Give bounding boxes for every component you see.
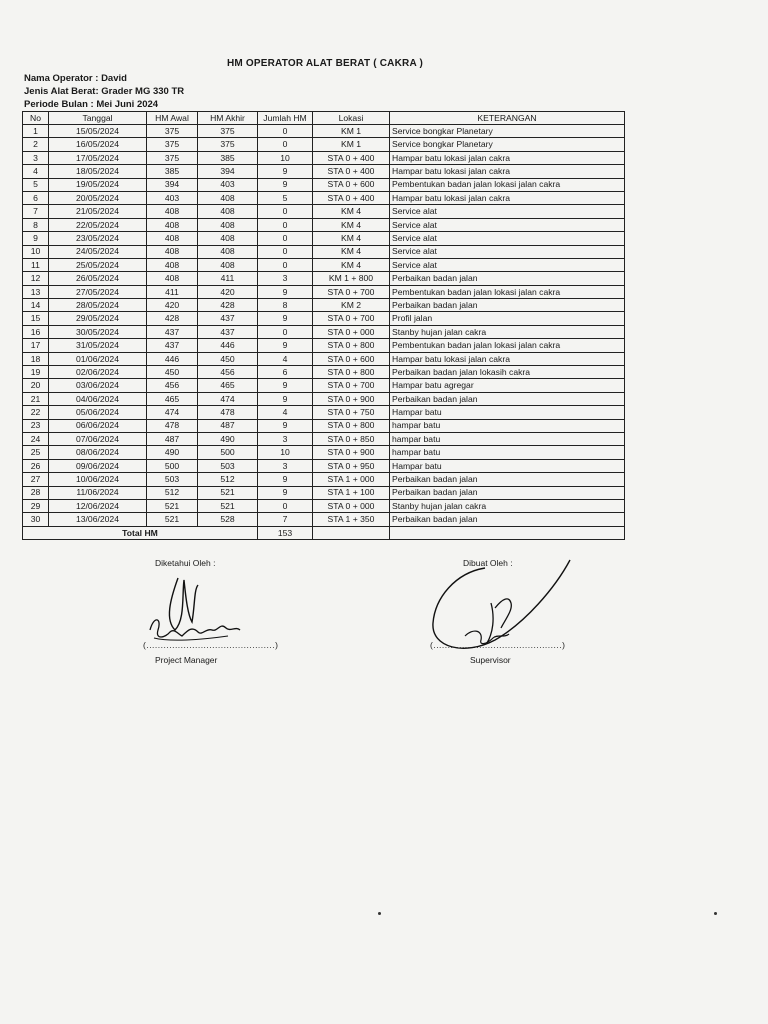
cell-hm-awal: 503 xyxy=(147,473,198,486)
cell-jumlah-hm: 0 xyxy=(258,138,313,151)
total-empty-keterangan xyxy=(390,526,625,539)
table-row xyxy=(23,138,625,151)
cell-lokasi: STA 0 + 900 xyxy=(313,446,390,459)
cell-jumlah-hm: 9 xyxy=(258,473,313,486)
cell-lokasi: KM 1 xyxy=(313,138,390,151)
cell-lokasi: STA 1 + 100 xyxy=(313,486,390,499)
cell-lokasi: KM 4 xyxy=(313,232,390,245)
cell-tanggal: 27/05/2024 xyxy=(49,285,147,298)
table-header-row xyxy=(23,112,625,125)
cell-jumlah-hm: 9 xyxy=(258,178,313,191)
cell-jumlah-hm: 0 xyxy=(258,258,313,271)
cell-hm-awal: 408 xyxy=(147,258,198,271)
cell-tanggal: 30/05/2024 xyxy=(49,325,147,338)
cell-tanggal: 19/05/2024 xyxy=(49,178,147,191)
scan-speck xyxy=(378,912,381,915)
total-row xyxy=(23,526,625,539)
table-row xyxy=(23,258,625,271)
cell-keterangan: Hampar batu agregar xyxy=(390,379,625,392)
cell-tanggal: 20/05/2024 xyxy=(49,191,147,204)
cell-lokasi: STA 0 + 600 xyxy=(313,178,390,191)
cell-hm-akhir: 450 xyxy=(198,352,258,365)
cell-lokasi: KM 4 xyxy=(313,258,390,271)
cell-keterangan: Hampar batu xyxy=(390,459,625,472)
cell-keterangan: Perbaikan badan jalan xyxy=(390,272,625,285)
cell-tanggal: 05/06/2024 xyxy=(49,406,147,419)
cell-no: 25 xyxy=(23,446,49,459)
cell-no: 9 xyxy=(23,232,49,245)
cell-lokasi: STA 0 + 700 xyxy=(313,379,390,392)
cell-keterangan: Perbaikan badan jalan xyxy=(390,299,625,312)
cell-no: 14 xyxy=(23,299,49,312)
equipment-type: Jenis Alat Berat: Grader MG 330 TR xyxy=(24,86,185,97)
cell-no: 24 xyxy=(23,432,49,445)
cell-jumlah-hm: 0 xyxy=(258,325,313,338)
table-row xyxy=(23,392,625,405)
cell-lokasi: STA 1 + 350 xyxy=(313,513,390,526)
table-row xyxy=(23,366,625,379)
cell-tanggal: 24/05/2024 xyxy=(49,245,147,258)
cell-lokasi: STA 0 + 800 xyxy=(313,419,390,432)
cell-keterangan: Pembentukan badan jalan lokasi jalan cakra xyxy=(390,178,625,191)
cell-hm-awal: 478 xyxy=(147,419,198,432)
cell-lokasi: STA 0 + 800 xyxy=(313,366,390,379)
cell-tanggal: 25/05/2024 xyxy=(49,258,147,271)
cell-tanggal: 28/05/2024 xyxy=(49,299,147,312)
cell-hm-akhir: 403 xyxy=(198,178,258,191)
cell-keterangan: Service bongkar Planetary xyxy=(390,138,625,151)
cell-jumlah-hm: 10 xyxy=(258,151,313,164)
cell-hm-akhir: 437 xyxy=(198,312,258,325)
cell-no: 29 xyxy=(23,499,49,512)
cell-jumlah-hm: 7 xyxy=(258,513,313,526)
cell-hm-akhir: 408 xyxy=(198,245,258,258)
cell-tanggal: 15/05/2024 xyxy=(49,125,147,138)
cell-tanggal: 21/05/2024 xyxy=(49,205,147,218)
cell-tanggal: 16/05/2024 xyxy=(49,138,147,151)
cell-no: 2 xyxy=(23,138,49,151)
cell-hm-akhir: 375 xyxy=(198,138,258,151)
cell-no: 10 xyxy=(23,245,49,258)
cell-lokasi: STA 0 + 000 xyxy=(313,499,390,512)
cell-lokasi: STA 0 + 900 xyxy=(313,392,390,405)
cell-lokasi: STA 0 + 400 xyxy=(313,191,390,204)
cell-lokasi: STA 0 + 850 xyxy=(313,432,390,445)
cell-jumlah-hm: 10 xyxy=(258,446,313,459)
table-row xyxy=(23,178,625,191)
cell-keterangan: hampar batu xyxy=(390,419,625,432)
cell-tanggal: 08/06/2024 xyxy=(49,446,147,459)
cell-no: 16 xyxy=(23,325,49,338)
cell-no: 1 xyxy=(23,125,49,138)
cell-hm-awal: 403 xyxy=(147,191,198,204)
cell-keterangan: Perbaikan badan jalan lokasih cakra xyxy=(390,366,625,379)
cell-jumlah-hm: 0 xyxy=(258,232,313,245)
cell-tanggal: 10/06/2024 xyxy=(49,473,147,486)
cell-hm-awal: 408 xyxy=(147,232,198,245)
col-header-hm-awal: HM Awal xyxy=(147,112,198,125)
cell-hm-akhir: 408 xyxy=(198,205,258,218)
cell-no: 6 xyxy=(23,191,49,204)
cell-hm-awal: 437 xyxy=(147,325,198,338)
cell-hm-akhir: 487 xyxy=(198,419,258,432)
table-row xyxy=(23,513,625,526)
hm-table xyxy=(22,111,625,540)
cell-lokasi: KM 4 xyxy=(313,218,390,231)
cell-no: 3 xyxy=(23,151,49,164)
cell-hm-akhir: 375 xyxy=(198,125,258,138)
cell-keterangan: Perbaikan badan jalan xyxy=(390,392,625,405)
operator-name: Nama Operator : David xyxy=(24,73,127,84)
cell-hm-akhir: 385 xyxy=(198,151,258,164)
cell-keterangan: Hampar batu lokasi jalan cakra xyxy=(390,151,625,164)
supervisor-name-blank: (.............................................) xyxy=(430,640,566,650)
cell-no: 18 xyxy=(23,352,49,365)
cell-no: 5 xyxy=(23,178,49,191)
document-title: HM OPERATOR ALAT BERAT ( CAKRA ) xyxy=(226,58,423,69)
cell-tanggal: 03/06/2024 xyxy=(49,379,147,392)
cell-hm-akhir: 446 xyxy=(198,339,258,352)
table-row xyxy=(23,486,625,499)
cell-no: 30 xyxy=(23,513,49,526)
cell-hm-akhir: 503 xyxy=(198,459,258,472)
table-row xyxy=(23,352,625,365)
cell-tanggal: 11/06/2024 xyxy=(49,486,147,499)
cell-hm-awal: 375 xyxy=(147,138,198,151)
col-header-lokasi: Lokasi xyxy=(313,112,390,125)
cell-hm-akhir: 394 xyxy=(198,165,258,178)
cell-keterangan: Perbaikan badan jalan xyxy=(390,486,625,499)
cell-keterangan: Hampar batu lokasi jalan cakra xyxy=(390,191,625,204)
cell-tanggal: 13/06/2024 xyxy=(49,513,147,526)
cell-jumlah-hm: 9 xyxy=(258,486,313,499)
total-label: Total HM xyxy=(23,526,258,539)
cell-hm-awal: 500 xyxy=(147,459,198,472)
made-by-label: Dibuat Oleh : xyxy=(463,558,513,568)
cell-no: 7 xyxy=(23,205,49,218)
cell-hm-awal: 456 xyxy=(147,379,198,392)
cell-jumlah-hm: 9 xyxy=(258,339,313,352)
cell-hm-awal: 394 xyxy=(147,178,198,191)
cell-tanggal: 09/06/2024 xyxy=(49,459,147,472)
cell-hm-akhir: 500 xyxy=(198,446,258,459)
cell-lokasi: STA 0 + 600 xyxy=(313,352,390,365)
cell-jumlah-hm: 9 xyxy=(258,312,313,325)
known-by-label: Diketahui Oleh : xyxy=(155,558,216,568)
cell-keterangan: Pembentukan badan jalan lokasi jalan cakra xyxy=(390,339,625,352)
cell-tanggal: 22/05/2024 xyxy=(49,218,147,231)
cell-hm-awal: 385 xyxy=(147,165,198,178)
cell-no: 13 xyxy=(23,285,49,298)
cell-keterangan: Hampar batu xyxy=(390,406,625,419)
table-row xyxy=(23,312,625,325)
cell-hm-akhir: 411 xyxy=(198,272,258,285)
cell-keterangan: Service alat xyxy=(390,232,625,245)
col-header-no: No xyxy=(23,112,49,125)
cell-no: 21 xyxy=(23,392,49,405)
cell-jumlah-hm: 0 xyxy=(258,499,313,512)
cell-keterangan: Stanby hujan jalan cakra xyxy=(390,325,625,338)
cell-keterangan: Pembentukan badan jalan lokasi jalan cakra xyxy=(390,285,625,298)
cell-hm-akhir: 490 xyxy=(198,432,258,445)
cell-jumlah-hm: 5 xyxy=(258,191,313,204)
project-manager-name-blank: (.............................................) xyxy=(143,640,279,650)
cell-jumlah-hm: 4 xyxy=(258,352,313,365)
cell-hm-awal: 450 xyxy=(147,366,198,379)
cell-jumlah-hm: 6 xyxy=(258,366,313,379)
cell-jumlah-hm: 3 xyxy=(258,432,313,445)
cell-keterangan: hampar batu xyxy=(390,446,625,459)
cell-hm-awal: 411 xyxy=(147,285,198,298)
table-row xyxy=(23,125,625,138)
cell-hm-awal: 521 xyxy=(147,513,198,526)
cell-hm-awal: 487 xyxy=(147,432,198,445)
cell-lokasi: KM 4 xyxy=(313,245,390,258)
cell-tanggal: 31/05/2024 xyxy=(49,339,147,352)
cell-hm-awal: 408 xyxy=(147,272,198,285)
cell-lokasi: STA 0 + 000 xyxy=(313,325,390,338)
cell-jumlah-hm: 0 xyxy=(258,245,313,258)
cell-jumlah-hm: 9 xyxy=(258,285,313,298)
supervisor-role: Supervisor xyxy=(470,655,511,665)
table-row xyxy=(23,325,625,338)
cell-hm-awal: 490 xyxy=(147,446,198,459)
cell-lokasi: KM 4 xyxy=(313,205,390,218)
cell-keterangan: Perbaikan badan jalan xyxy=(390,513,625,526)
cell-no: 26 xyxy=(23,459,49,472)
cell-hm-awal: 465 xyxy=(147,392,198,405)
table-row xyxy=(23,205,625,218)
table-row xyxy=(23,272,625,285)
cell-no: 23 xyxy=(23,419,49,432)
table-row xyxy=(23,151,625,164)
scan-speck xyxy=(714,912,717,915)
cell-no: 27 xyxy=(23,473,49,486)
cell-no: 8 xyxy=(23,218,49,231)
cell-hm-akhir: 474 xyxy=(198,392,258,405)
cell-keterangan: Service alat xyxy=(390,258,625,271)
table-row xyxy=(23,285,625,298)
cell-keterangan: Service alat xyxy=(390,245,625,258)
cell-hm-akhir: 420 xyxy=(198,285,258,298)
table-row xyxy=(23,379,625,392)
cell-jumlah-hm: 4 xyxy=(258,406,313,419)
table-row xyxy=(23,299,625,312)
cell-lokasi: KM 1 xyxy=(313,125,390,138)
cell-keterangan: Stanby hujan jalan cakra xyxy=(390,499,625,512)
cell-no: 11 xyxy=(23,258,49,271)
table-row xyxy=(23,499,625,512)
cell-keterangan: Profil jalan xyxy=(390,312,625,325)
cell-lokasi: STA 0 + 400 xyxy=(313,151,390,164)
cell-keterangan: Hampar batu lokasi jalan cakra xyxy=(390,352,625,365)
cell-tanggal: 23/05/2024 xyxy=(49,232,147,245)
cell-hm-awal: 408 xyxy=(147,245,198,258)
cell-lokasi: STA 0 + 700 xyxy=(313,285,390,298)
cell-hm-akhir: 408 xyxy=(198,191,258,204)
cell-hm-awal: 375 xyxy=(147,125,198,138)
cell-hm-akhir: 437 xyxy=(198,325,258,338)
col-header-tanggal: Tanggal xyxy=(49,112,147,125)
table-row xyxy=(23,165,625,178)
cell-hm-akhir: 408 xyxy=(198,232,258,245)
cell-hm-awal: 437 xyxy=(147,339,198,352)
cell-hm-akhir: 512 xyxy=(198,473,258,486)
cell-hm-awal: 474 xyxy=(147,406,198,419)
cell-hm-awal: 521 xyxy=(147,499,198,512)
table-row xyxy=(23,232,625,245)
table-row xyxy=(23,473,625,486)
cell-jumlah-hm: 0 xyxy=(258,125,313,138)
cell-hm-akhir: 456 xyxy=(198,366,258,379)
cell-tanggal: 02/06/2024 xyxy=(49,366,147,379)
cell-lokasi: STA 1 + 000 xyxy=(313,473,390,486)
cell-hm-akhir: 478 xyxy=(198,406,258,419)
cell-hm-akhir: 528 xyxy=(198,513,258,526)
table-row xyxy=(23,459,625,472)
cell-hm-awal: 446 xyxy=(147,352,198,365)
cell-no: 17 xyxy=(23,339,49,352)
cell-keterangan: Service alat xyxy=(390,205,625,218)
cell-hm-akhir: 408 xyxy=(198,218,258,231)
cell-hm-akhir: 408 xyxy=(198,258,258,271)
cell-hm-awal: 408 xyxy=(147,218,198,231)
table-row xyxy=(23,446,625,459)
cell-jumlah-hm: 3 xyxy=(258,459,313,472)
cell-hm-awal: 420 xyxy=(147,299,198,312)
total-value: 153 xyxy=(258,526,313,539)
table-row xyxy=(23,191,625,204)
table-row xyxy=(23,245,625,258)
cell-jumlah-hm: 9 xyxy=(258,419,313,432)
cell-tanggal: 04/06/2024 xyxy=(49,392,147,405)
cell-no: 15 xyxy=(23,312,49,325)
cell-jumlah-hm: 9 xyxy=(258,392,313,405)
table-row xyxy=(23,419,625,432)
cell-tanggal: 12/06/2024 xyxy=(49,499,147,512)
cell-keterangan: Perbaikan badan jalan xyxy=(390,473,625,486)
cell-no: 22 xyxy=(23,406,49,419)
period: Periode Bulan : Mei Juni 2024 xyxy=(24,99,159,110)
cell-lokasi: STA 0 + 700 xyxy=(313,312,390,325)
cell-no: 20 xyxy=(23,379,49,392)
cell-tanggal: 07/06/2024 xyxy=(49,432,147,445)
cell-jumlah-hm: 9 xyxy=(258,165,313,178)
cell-hm-akhir: 521 xyxy=(198,486,258,499)
cell-tanggal: 26/05/2024 xyxy=(49,272,147,285)
cell-lokasi: KM 2 xyxy=(313,299,390,312)
col-header-keterangan: KETERANGAN xyxy=(390,112,625,125)
cell-lokasi: STA 0 + 950 xyxy=(313,459,390,472)
cell-hm-akhir: 428 xyxy=(198,299,258,312)
cell-lokasi: STA 0 + 800 xyxy=(313,339,390,352)
cell-no: 19 xyxy=(23,366,49,379)
cell-keterangan: hampar batu xyxy=(390,432,625,445)
cell-no: 12 xyxy=(23,272,49,285)
cell-lokasi: KM 1 + 800 xyxy=(313,272,390,285)
table-row xyxy=(23,218,625,231)
table-row xyxy=(23,432,625,445)
cell-tanggal: 29/05/2024 xyxy=(49,312,147,325)
cell-no: 28 xyxy=(23,486,49,499)
cell-hm-awal: 428 xyxy=(147,312,198,325)
cell-keterangan: Service bongkar Planetary xyxy=(390,125,625,138)
cell-no: 4 xyxy=(23,165,49,178)
cell-tanggal: 06/06/2024 xyxy=(49,419,147,432)
cell-hm-akhir: 521 xyxy=(198,499,258,512)
cell-tanggal: 01/06/2024 xyxy=(49,352,147,365)
cell-tanggal: 18/05/2024 xyxy=(49,165,147,178)
cell-keterangan: Service alat xyxy=(390,218,625,231)
table-row xyxy=(23,339,625,352)
cell-keterangan: Hampar batu lokasi jalan cakra xyxy=(390,165,625,178)
cell-jumlah-hm: 9 xyxy=(258,379,313,392)
cell-hm-awal: 512 xyxy=(147,486,198,499)
cell-tanggal: 17/05/2024 xyxy=(49,151,147,164)
cell-lokasi: STA 0 + 400 xyxy=(313,165,390,178)
cell-hm-awal: 375 xyxy=(147,151,198,164)
table-row xyxy=(23,406,625,419)
col-header-hm-akhir: HM Akhir xyxy=(198,112,258,125)
cell-jumlah-hm: 3 xyxy=(258,272,313,285)
project-manager-role: Project Manager xyxy=(155,655,218,665)
total-empty-lokasi xyxy=(313,526,390,539)
cell-hm-akhir: 465 xyxy=(198,379,258,392)
cell-lokasi: STA 0 + 750 xyxy=(313,406,390,419)
cell-jumlah-hm: 0 xyxy=(258,205,313,218)
col-header-jumlah-hm: Jumlah HM xyxy=(258,112,313,125)
cell-jumlah-hm: 0 xyxy=(258,218,313,231)
cell-jumlah-hm: 8 xyxy=(258,299,313,312)
cell-hm-awal: 408 xyxy=(147,205,198,218)
